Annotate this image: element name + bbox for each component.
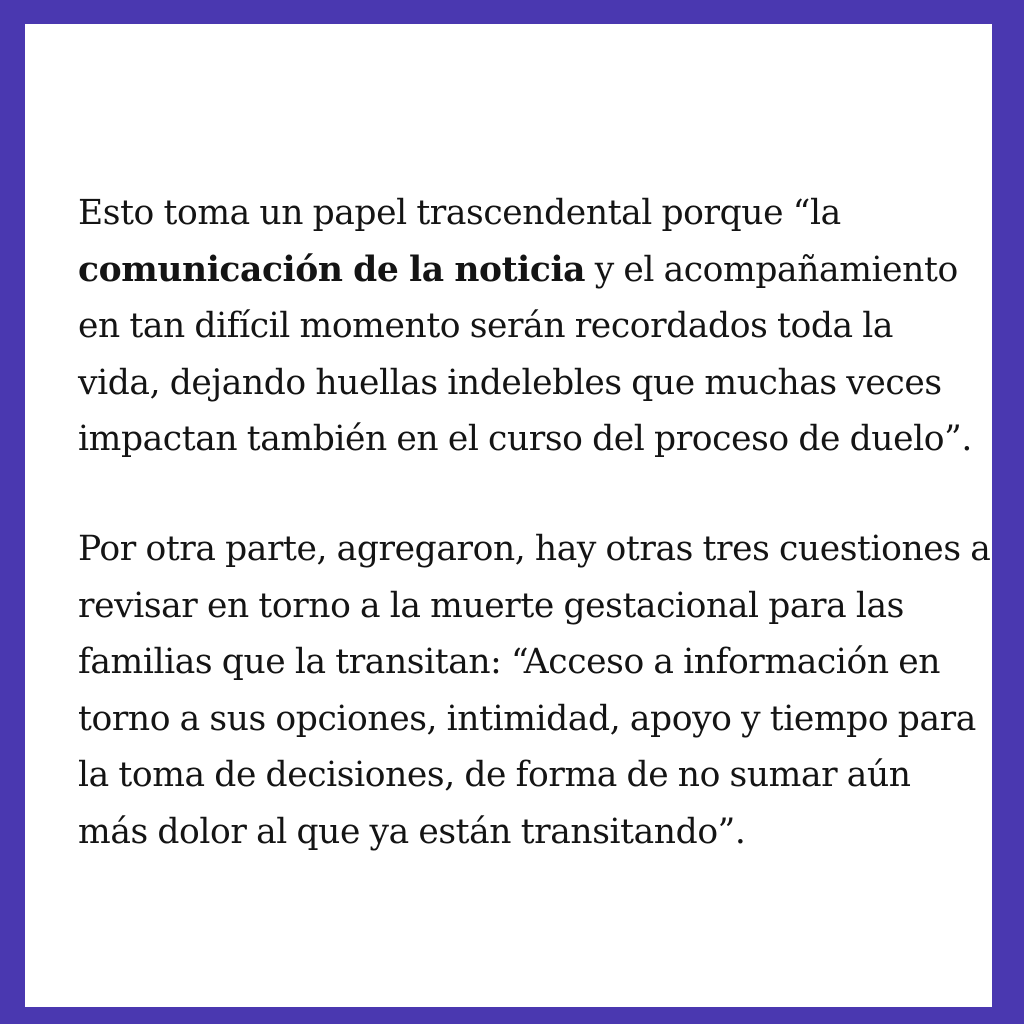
paragraph-2-line-5: la toma de decisiones, de forma de no sumar aún <box>78 755 911 795</box>
paragraph-1-line-2-rest: y el acompañamiento <box>585 249 958 290</box>
paragraph-2-line-1: Por otra parte, agregaron, hay otras tres cuestiones a <box>78 529 991 569</box>
paragraph-1-line-4: vida, dejando huellas indelebles que muchas veces <box>78 362 942 403</box>
paragraph-2-line-3: familias que la transitan: “Acceso a información en <box>78 642 941 682</box>
paragraph-2-line-4: torno a sus opciones, intimidad, apoyo y tiempo para <box>78 698 976 739</box>
paragraph-2 <box>78 521 991 860</box>
paragraph-1-line-2 <box>78 242 978 299</box>
paragraph-2-line-2: revisar en torno a la muerte gestacional para las <box>78 585 904 626</box>
paragraph-2-line-6: más dolor al que ya están transitando”. <box>78 811 746 852</box>
paragraph-1 <box>78 185 978 468</box>
highlighted-phrase: comunicación de la noticia <box>78 249 586 290</box>
paragraph-1-line-1: Esto toma un papel trascendental porque “la <box>78 193 841 233</box>
content-card <box>25 24 992 1007</box>
paragraph-1-line-3: en tan difícil momento serán recordados toda la <box>78 306 894 346</box>
paragraph-1-line-5: impactan también en el curso del proceso de duelo”. <box>78 419 972 459</box>
